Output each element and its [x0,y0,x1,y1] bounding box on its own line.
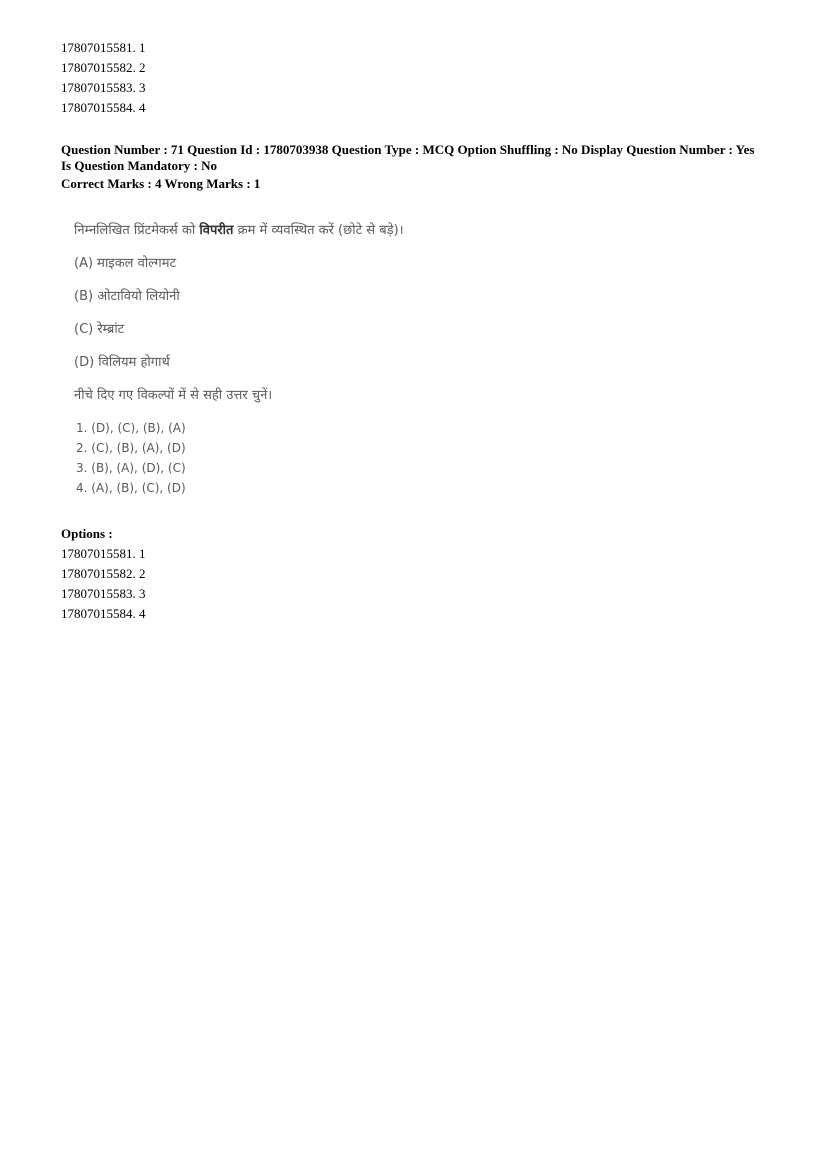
list-item: (C) रेम्ब्रांट [74,322,125,337]
option-id: 17807015583. [61,80,136,95]
question-body [74,220,494,498]
mandatory-line: Is Question Mandatory : No [61,158,218,173]
option-number: 2 [139,566,146,581]
option-number: 2 [139,60,146,75]
option-id: 17807015584. [61,100,136,115]
option-row [61,98,146,118]
marks-line: Correct Marks : 4 Wrong Marks : 1 [61,176,261,191]
answer-choice: 3. (B), (A), (D), (C) [76,461,186,475]
option-row [61,38,146,58]
answer-choice: 1. (D), (C), (B), (A) [76,421,186,435]
statement-text: निम्नलिखित प्रिंटमेकर्स को [74,223,200,238]
answer-choice: 2. (C), (B), (A), (D) [76,441,186,455]
option-id: 17807015582. [61,60,136,75]
answer-choice: 4. (A), (B), (C), (D) [76,481,186,495]
option-row [61,78,146,98]
option-number: 3 [139,80,146,95]
option-number: 1 [139,40,146,55]
option-row [61,604,146,624]
statement-text: क्रम में व्यवस्थित करें (छोटे से बड़े)। [233,223,404,238]
instruction: नीचे दिए गए विकल्पों में से सही उत्तर चुनें। [74,388,273,403]
list-item: (D) विलियम होगार्थ [74,355,170,370]
option-number: 3 [139,586,146,601]
option-row [61,584,146,604]
option-id: 17807015581. [61,546,136,561]
option-id: 17807015584. [61,606,136,621]
option-id: 17807015583. [61,586,136,601]
question-statement [74,220,494,242]
question-meta [61,142,754,194]
option-number: 4 [139,606,146,621]
list-item: (B) ओटावियो लियोनी [74,289,180,304]
option-number: 4 [139,100,146,115]
option-row [61,544,146,564]
option-id: 17807015582. [61,566,136,581]
options-label: Options : [61,526,113,541]
option-row [61,58,146,78]
previous-question-options [61,38,146,118]
list-item: (A) माइकल वोल्गमट [74,256,177,271]
statement-emphasis: विपरीत [199,223,234,238]
option-id: 17807015581. [61,40,136,55]
option-row [61,564,146,584]
option-number: 1 [139,546,146,561]
question-options [61,524,146,624]
answer-choices [74,418,494,498]
question-header: Question Number : 71 Question Id : 1780703938 Question Type : MCQ Option Shuffling : No Display Question Number : Yes [61,142,755,157]
